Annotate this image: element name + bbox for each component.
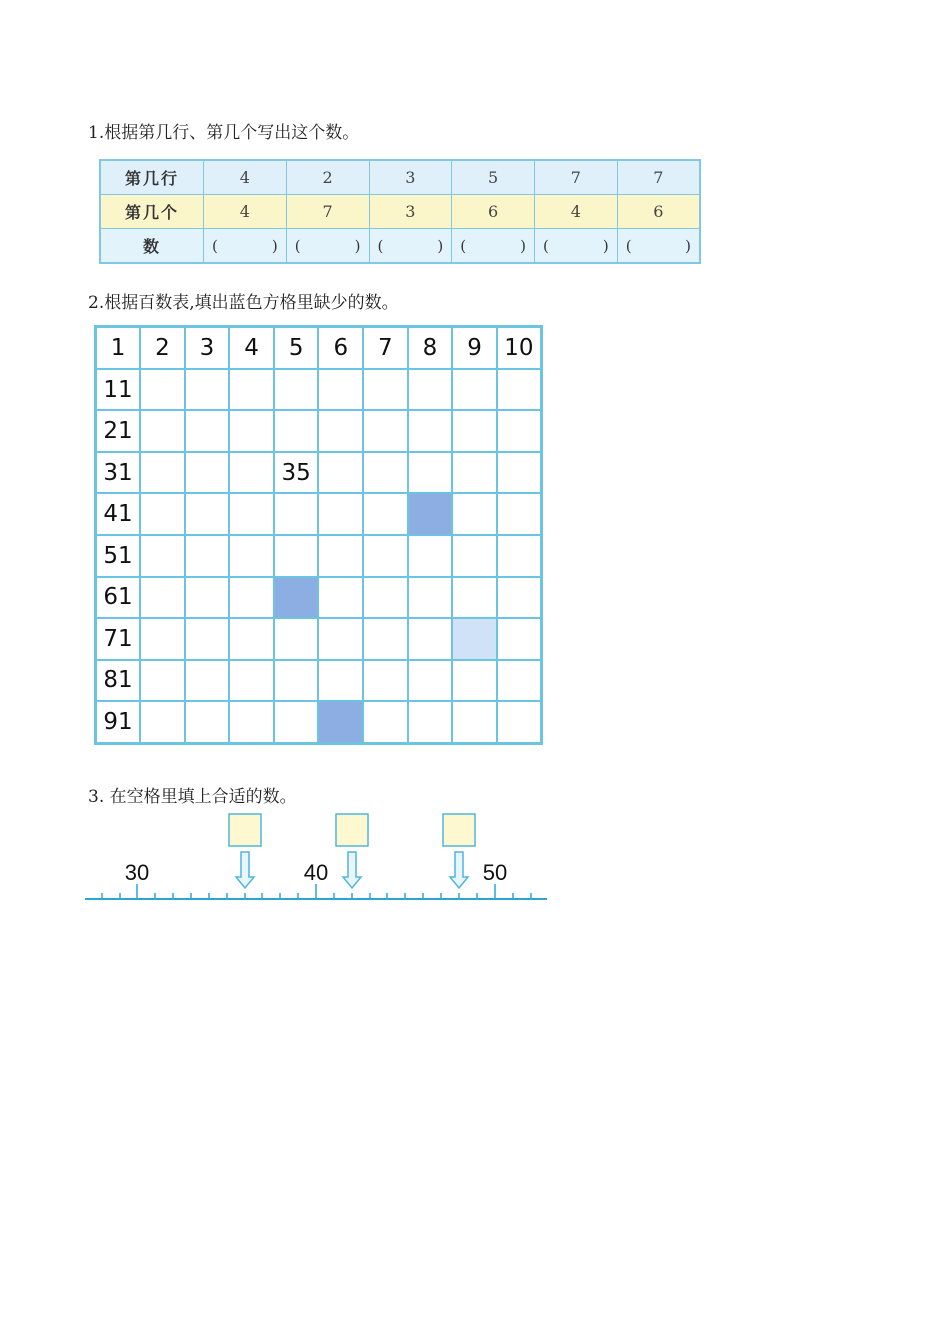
- grid-cell: [408, 410, 453, 452]
- grid-row: [96, 369, 542, 411]
- row-start-cell: 51: [96, 535, 141, 577]
- answer-box[interactable]: [336, 814, 368, 846]
- grid-cell: [318, 535, 363, 577]
- paren-open: (: [212, 236, 218, 255]
- row-column-table: [99, 159, 701, 264]
- header-cell: 5: [274, 327, 319, 369]
- column-number-row: [100, 195, 700, 229]
- grid-cell: [229, 660, 274, 702]
- grid-row: [96, 701, 542, 743]
- hundreds-chart: [94, 325, 543, 745]
- grid-cell: [408, 577, 453, 619]
- row-value: 2: [286, 160, 369, 195]
- paren-open: (: [294, 236, 301, 255]
- grid-cell: [318, 493, 363, 535]
- row-value: 7: [617, 160, 700, 195]
- row-start-cell: 61: [96, 577, 141, 619]
- row-start-cell: 31: [96, 452, 141, 494]
- grid-cell: [185, 660, 230, 702]
- grid-cell: [363, 618, 408, 660]
- grid-cell: [452, 577, 497, 619]
- grid-row: [96, 577, 542, 619]
- grid-cell: [274, 618, 319, 660]
- grid-cell: [452, 369, 497, 411]
- grid-cell: [185, 493, 230, 535]
- row-number-row: [100, 160, 700, 195]
- grid-cell: [318, 660, 363, 702]
- grid-row: [96, 618, 542, 660]
- grid-cell: [229, 493, 274, 535]
- number-line: [85, 810, 550, 910]
- grid-cell: [363, 493, 408, 535]
- grid-cell: [318, 369, 363, 411]
- grid-cell: [363, 577, 408, 619]
- paren-open: (: [543, 236, 549, 255]
- grid-cell: [140, 369, 185, 411]
- grid-cell: [140, 701, 185, 743]
- grid-cell: [408, 369, 453, 411]
- question-3-title: 3. 在空格里填上合适的数。: [88, 787, 297, 807]
- grid-cell: [274, 535, 319, 577]
- paren-close: ): [685, 236, 691, 255]
- number-label: 数: [100, 229, 204, 264]
- row-start-cell: 21: [96, 410, 141, 452]
- grid-cell: [452, 701, 497, 743]
- grid-cell: [318, 452, 363, 494]
- row-label: 第几行: [100, 160, 204, 195]
- grid-cell: [408, 660, 453, 702]
- grid-cell: [185, 452, 230, 494]
- blue-blank-cell[interactable]: [408, 493, 453, 535]
- header-cell: 8: [408, 327, 453, 369]
- grid-cell: [363, 701, 408, 743]
- blue-blank-cell[interactable]: [274, 577, 319, 619]
- column-label: 第几个: [100, 195, 204, 229]
- grid-cell: [274, 493, 319, 535]
- row-start-cell: 41: [96, 493, 141, 535]
- grid-cell: [452, 660, 497, 702]
- answer-box[interactable]: [443, 814, 475, 846]
- grid-cell: [318, 618, 363, 660]
- grid-cell: [408, 535, 453, 577]
- grid-cell: [274, 660, 319, 702]
- grid-cell: [140, 410, 185, 452]
- paren-open: (: [460, 236, 467, 255]
- row-start-cell: 81: [96, 660, 141, 702]
- paren-close: ): [437, 236, 444, 255]
- grid-cell: [274, 701, 319, 743]
- paren-close: ): [271, 236, 278, 255]
- grid-cell: [497, 369, 542, 411]
- row-start-cell: 11: [96, 369, 141, 411]
- grid-cell: [229, 701, 274, 743]
- grid-cell: [229, 410, 274, 452]
- grid-cell: [318, 577, 363, 619]
- grid-cell: [140, 535, 185, 577]
- grid-cell: [185, 410, 230, 452]
- grid-cell: [497, 660, 542, 702]
- grid-cell: [452, 452, 497, 494]
- grid-cell: [408, 701, 453, 743]
- grid-cell: [318, 410, 363, 452]
- grid-cell: [452, 410, 497, 452]
- tick-label: 30: [124, 860, 150, 885]
- row-value: 4: [204, 160, 287, 195]
- grid-cell: [140, 493, 185, 535]
- row-value: 7: [535, 160, 618, 195]
- header-cell: 4: [229, 327, 274, 369]
- grid-cell: [274, 410, 319, 452]
- row-value: 3: [369, 160, 452, 195]
- grid-cell: [229, 577, 274, 619]
- grid-cell: [140, 618, 185, 660]
- grid-cell: [229, 618, 274, 660]
- down-arrow-icon: [236, 852, 254, 888]
- grid-row: [96, 452, 542, 494]
- grid-cell: [185, 701, 230, 743]
- grid-cell: [497, 618, 542, 660]
- grid-cell: [497, 535, 542, 577]
- grid-cell: [229, 369, 274, 411]
- grid-row: [96, 410, 542, 452]
- grid-cell: [452, 535, 497, 577]
- grid-cell: [185, 535, 230, 577]
- column-value: 4: [204, 195, 287, 229]
- paren-close: ): [602, 236, 609, 255]
- answer-cell[interactable]: [535, 229, 618, 264]
- header-cell: 7: [363, 327, 408, 369]
- blue-blank-cell[interactable]: [318, 701, 363, 743]
- header-cell: 2: [140, 327, 185, 369]
- grid-cell: [140, 452, 185, 494]
- answer-cell[interactable]: [617, 229, 700, 264]
- answer-cell[interactable]: [204, 229, 287, 264]
- column-value: 4: [535, 195, 618, 229]
- grid-cell: [408, 452, 453, 494]
- row-start-cell: 91: [96, 701, 141, 743]
- header-cell: 3: [185, 327, 230, 369]
- grid-cell: [497, 410, 542, 452]
- grid-cell: [408, 618, 453, 660]
- grid-cell: [363, 410, 408, 452]
- question-2-title: 2.根据百数表,填出蓝色方格里缺少的数。: [88, 293, 399, 313]
- column-value: 6: [452, 195, 535, 229]
- answer-row: [100, 229, 700, 264]
- column-value: 3: [369, 195, 452, 229]
- grid-row: [96, 327, 542, 369]
- given-cell: 35: [274, 452, 319, 494]
- column-value: 6: [617, 195, 700, 229]
- grid-cell: [140, 577, 185, 619]
- grid-row: [96, 493, 542, 535]
- grid-cell: [497, 577, 542, 619]
- grid-cell: [497, 701, 542, 743]
- grid-cell: [363, 369, 408, 411]
- tick-label: 40: [303, 860, 329, 885]
- blue-blank-cell[interactable]: [452, 618, 497, 660]
- down-arrow-icon: [450, 852, 468, 888]
- answer-box[interactable]: [229, 814, 261, 846]
- answer-cell[interactable]: [286, 229, 369, 264]
- row-value: 5: [452, 160, 535, 195]
- header-cell: 10: [497, 327, 542, 369]
- grid-cell: [363, 452, 408, 494]
- grid-cell: [497, 452, 542, 494]
- grid-cell: [363, 660, 408, 702]
- answer-cell[interactable]: [369, 229, 452, 264]
- answer-cell[interactable]: [452, 229, 535, 264]
- grid-cell: [140, 660, 185, 702]
- header-cell: 1: [96, 327, 141, 369]
- paren-open: (: [377, 236, 384, 255]
- grid-cell: [229, 535, 274, 577]
- column-value: 7: [286, 195, 369, 229]
- question-1-title: 1.根据第几行、第几个写出这个数。: [88, 123, 360, 143]
- grid-cell: [185, 369, 230, 411]
- tick-marks: [102, 884, 531, 899]
- grid-cell: [185, 618, 230, 660]
- tick-label: 50: [482, 860, 508, 885]
- paren-open: (: [625, 236, 632, 255]
- header-cell: 6: [318, 327, 363, 369]
- paren-close: ): [354, 236, 361, 255]
- row-start-cell: 71: [96, 618, 141, 660]
- header-cell: 9: [452, 327, 497, 369]
- paren-close: ): [520, 236, 526, 255]
- down-arrow-icon: [343, 852, 361, 888]
- grid-row: [96, 535, 542, 577]
- grid-cell: [229, 452, 274, 494]
- grid-cell: [452, 493, 497, 535]
- grid-cell: [363, 535, 408, 577]
- grid-row: [96, 660, 542, 702]
- grid-cell: [497, 493, 542, 535]
- grid-cell: [185, 577, 230, 619]
- grid-cell: [274, 369, 319, 411]
